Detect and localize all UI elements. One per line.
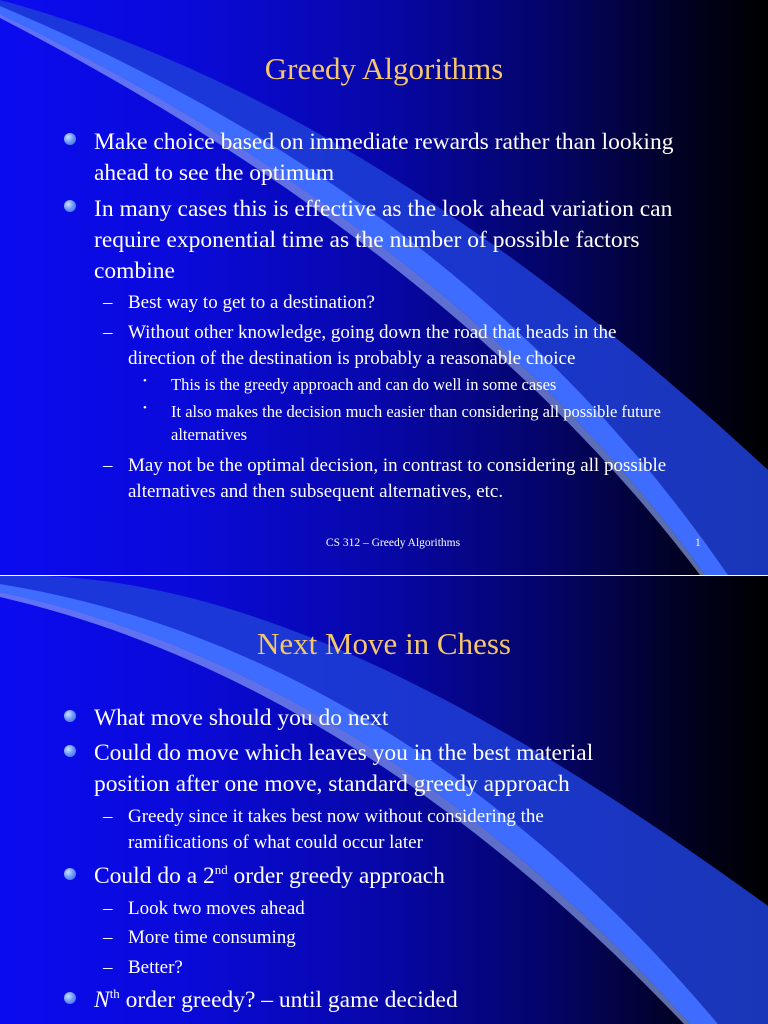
bullet-icon [64,133,76,145]
sub-bullet-text: Look two moves ahead [128,898,305,919]
slide-footer: CS 312 – Greedy Algorithms [325,537,461,549]
bullet-icon [64,745,76,757]
dash-bullet-icon: – [103,927,113,948]
small-bullet-icon: • [143,375,147,387]
sub-sub-bullet-text: It also makes the decision much easier than considering all possible future alternatives [171,402,661,444]
superscript: th [109,985,120,1001]
bullet-icon [64,200,76,212]
sub-bullet-text: Best way to get to a destination? [128,292,375,313]
slide-title: Greedy Algorithms [264,51,504,86]
bullet-text-part: N [94,987,110,1013]
bullet-text [94,985,694,1016]
sub-bullet-text: Better? [128,957,183,978]
dash-bullet-icon: – [103,806,113,827]
bullet-icon [64,868,76,880]
sub-sub-bullet-text: This is the greedy approach and can do well in some cases [171,375,557,394]
sub-bullet-text: Greedy since it takes best now without considering the ramifications of what could occur later [128,806,544,853]
slide-title: Next Move in Chess [256,626,511,661]
bullet-text-part: order greedy approach [227,863,445,889]
page-number: 1 [695,537,701,549]
bullet-text: Could do move which leaves you in the best material position after one move, standard greedy approach [94,740,594,797]
bullet-text: In many cases this is effective as the look ahead variation can require exponential time as the number of possible factors combine [94,196,673,284]
bullet-icon [64,992,76,1004]
sub-bullet-text: May not be the optimal decision, in contrast to considering all possible alternatives and then subsequent alternatives, etc. [128,455,667,502]
bullet-text: Make choice based on immediate rewards rather than looking ahead to see the optimum [94,129,674,186]
small-bullet-icon: • [143,402,147,414]
bullet-text-part: Could do a 2 [94,863,215,889]
slide-next-move-in-chess [0,576,768,1024]
bullet-text: What move should you do next [94,705,389,731]
bullet-text [94,861,694,892]
dash-bullet-icon: – [103,292,113,313]
bullet-text-part: order greedy? – until game decided [119,987,458,1013]
dash-bullet-icon: – [103,322,113,343]
sub-bullet-text: Without other knowledge, going down the road that heads in the direction of the destination is probably a reasonable choice [128,322,617,369]
superscript: nd [214,861,228,877]
bullet-icon [64,710,76,722]
dash-bullet-icon: – [103,455,113,476]
dash-bullet-icon: – [103,957,113,978]
dash-bullet-icon: – [103,898,113,919]
sub-bullet-text: More time consuming [128,927,296,948]
